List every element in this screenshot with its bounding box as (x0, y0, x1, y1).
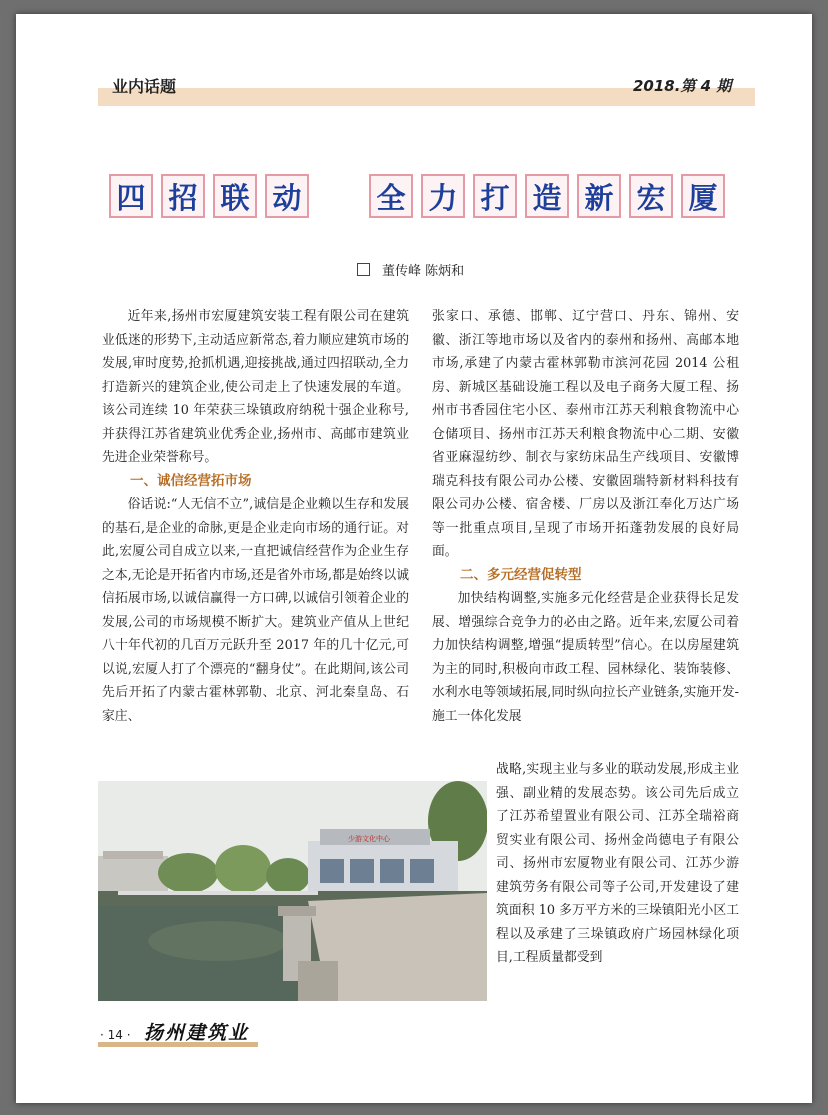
title-char: 招 (161, 174, 205, 218)
authors: 董传峰 陈炳和 (382, 264, 465, 279)
title-part-2 (369, 174, 733, 218)
byline (357, 260, 464, 279)
square-icon (357, 263, 370, 276)
issue-number: 2018.第 4 期 (633, 77, 732, 95)
paragraph: 张家口、承德、邯郸、辽宁营口、丹东、锦州、安徽、浙江等地市场以及省内的泰州和扬州、高邮本地市场,承建了内蒙古霍林郭勒市滨河花园 2014 公租房、新城区基础设施工程以及电子商务大厦工程、扬州市书香园住宅小区、泰州市江苏天利粮食物流中心仓储项目、扬州市江苏天利粮食物流中心二期、安徽省亚麻湿纺纱、制衣与家纺床品生产线项目、安徽博瑞克科技有限公司办公楼、安徽固瑞特新材料科技有限公司办公楼、宿舍楼、厂房以及浙江奉化万达广场等一批重点项目,呈现了市场开拓蓬勃发展的良好局面。 (432, 309, 739, 559)
page-number: · 14 · (100, 1028, 131, 1042)
paragraph: 战略,实现主业与多业的联动发展,形成主业强、副业精的发展态势。该公司先后成立了江苏希望置业有限公司、江苏全瑞裕商贸实业有限公司、扬州金尚德电子有限公司、扬州市宏厦物业有限公司、江苏少游建筑劳务有限公司等子公司,开发建设了建筑面积 10 多万平方米的三垛镇阳光小区工程以及承建了三垛镇政府广场园林绿化项目,工程质量都受到 (496, 762, 739, 965)
left-column (102, 305, 409, 728)
building-sign: 少游文化中心 (348, 835, 390, 843)
magazine-page (16, 14, 812, 1103)
paragraph: 加快结构调整,实施多元化经营是企业获得长足发展、增强综合竞争力的必由之路。近年来,宏厦公司着力加快结构调整,增强“提质转型”信心。在以房屋建筑为主的同时,积极向市政工程、园林绿化、装饰装修、水利水电等领域拓展,同时纵向拉长产业链条,实施开发-施工一体化发展 (432, 591, 739, 724)
title-char: 联 (213, 174, 257, 218)
magazine-logo: 扬州建筑业 (144, 1022, 250, 1044)
wrapped-text (496, 758, 739, 970)
title-char: 造 (525, 174, 569, 218)
photo-illustration (98, 781, 487, 1001)
title-part-1 (109, 174, 317, 218)
title-char: 全 (369, 174, 413, 218)
paragraph: 近年来,扬州市宏厦建筑安装工程有限公司在建筑业低迷的形势下,主动适应新常态,着力顺应建筑市场的发展,审时度势,抢抓机遇,迎接挑战,通过四招联动,全力打造新兴的建筑企业,使公司走上了快速发展的车道。该公司连续 10 年荣获三垛镇政府纳税十强企业称号,并获得江苏省建筑业优秀企业,扬州市、高邮市建筑业先进企业荣誉称号。 (102, 309, 409, 465)
title-char: 厦 (681, 174, 725, 218)
title-char: 力 (421, 174, 465, 218)
title-char: 打 (473, 174, 517, 218)
title-char: 动 (265, 174, 309, 218)
photo-cultural-center (98, 781, 487, 1001)
paragraph: 俗话说:“人无信不立”,诚信是企业赖以生存和发展的基石,是企业的命脉,更是企业走向市场的通行证。对此,宏厦公司自成立以来,一直把诚信经营作为企业生存之本,无论是开拓省内市场,还是省外市场,都是始终以诚信拓展市场,以诚信赢得一方口碑,以诚信引领着企业的发展,公司的市场规模不断扩大。建筑业产值从上世纪八十年代初的几百万元跃升至 2017 年的几十亿元,可以说,宏厦人打了个漂亮的“翻身仗”。在此期间,该公司先后开拓了内蒙古霍林郭勒、北京、河北秦皇岛、石家庄、 (102, 497, 409, 724)
title-char: 四 (109, 174, 153, 218)
title-char: 新 (577, 174, 621, 218)
section-heading: 一、诚信经营拓市场 (130, 472, 252, 489)
title-char: 宏 (629, 174, 673, 218)
right-column (432, 305, 739, 728)
section-label: 业内话题 (112, 77, 177, 96)
section-heading: 二、多元经营促转型 (460, 566, 582, 583)
